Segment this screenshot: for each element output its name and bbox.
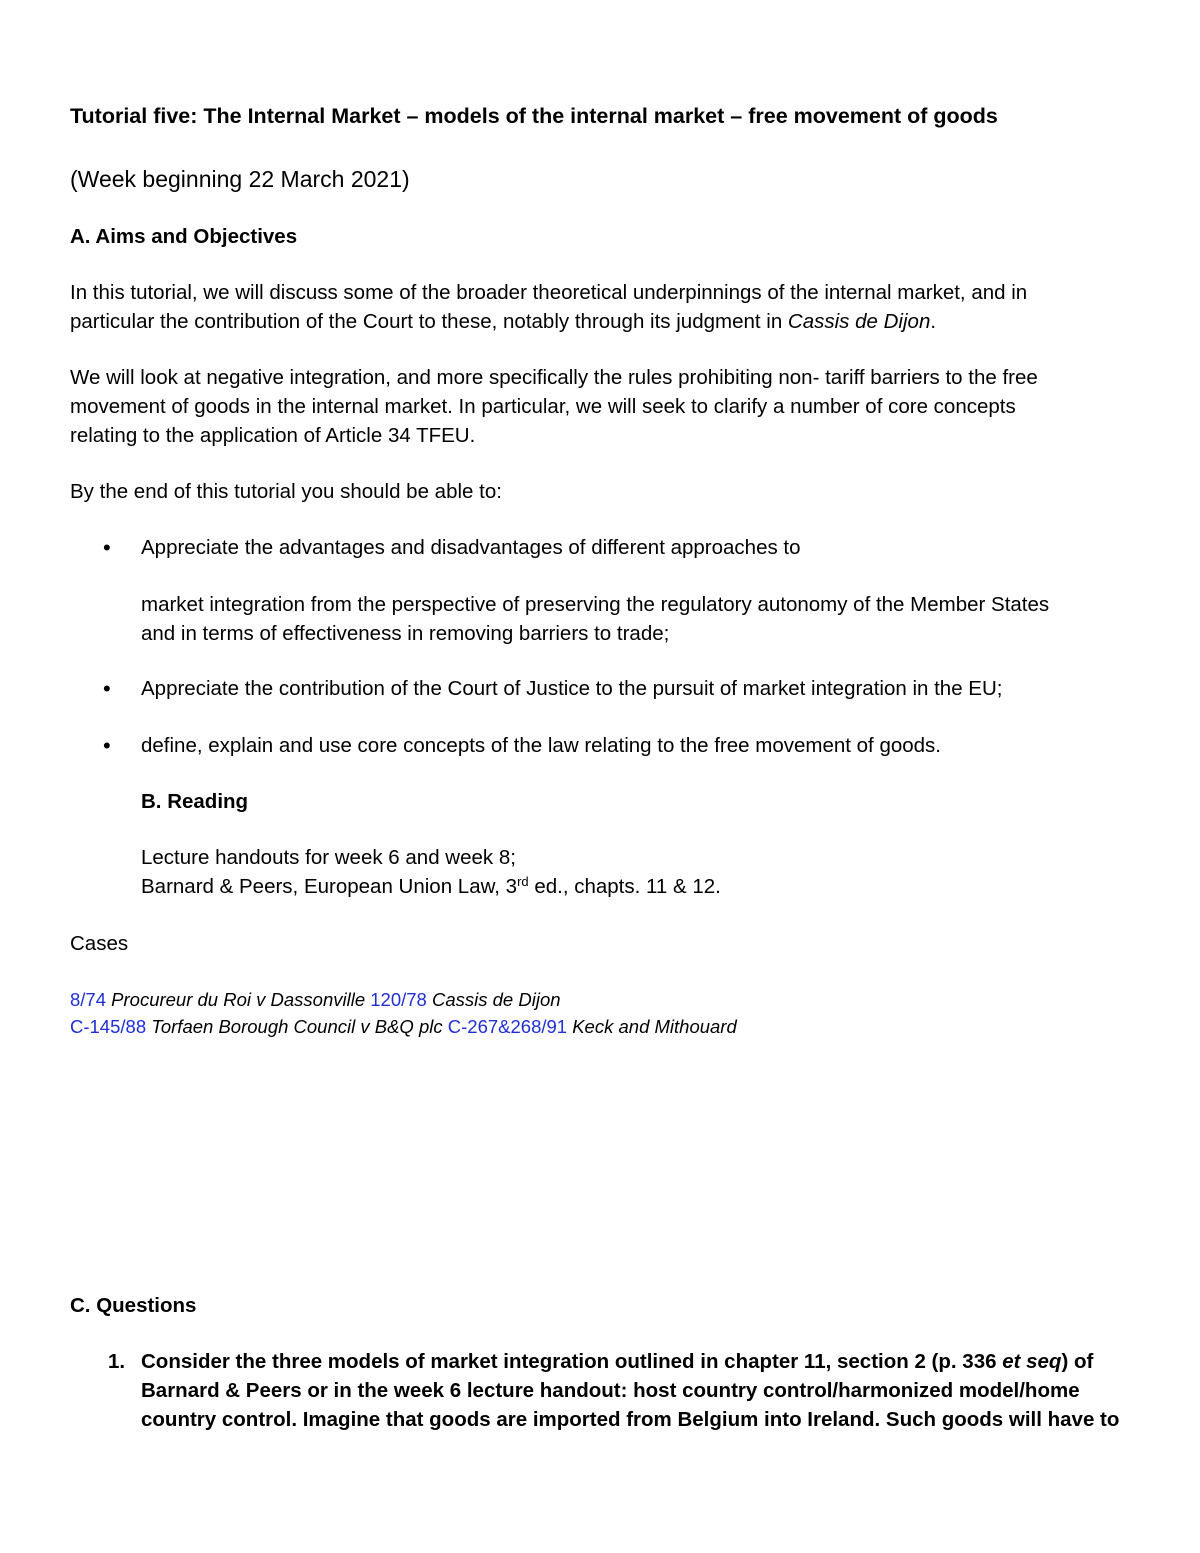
case-reference: Cassis de Dijon <box>787 310 931 333</box>
bullet-item-3: define, explain and use core concepts of the law relating to the free movement of goods. <box>141 734 941 757</box>
paragraph-line: movement of goods in the internal market. In particular, we will seek to clarify a number of core concepts <box>70 395 1016 418</box>
cases-list <box>70 986 1140 1040</box>
question-line: Consider the three models of market integration outlined in chapter 11, section 2 (p. 336 et seq) of <box>141 1350 1094 1373</box>
paragraph-negative-integration <box>70 363 1140 450</box>
case-number: C-145/88 <box>70 1016 147 1037</box>
cases-heading: Cases <box>70 932 129 955</box>
reading-item: Barnard & Peers, European Union Law, 3rd ed., chapts. 11 & 12. <box>141 874 721 898</box>
section-c-heading: C. Questions <box>70 1294 197 1317</box>
bullet-icon: • <box>103 676 111 701</box>
paragraph-line: particular the contribution of the Court to these, notably through its judgment in Cassis de Dijon. <box>70 310 937 333</box>
bullet-item-1: Appreciate the advantages and disadvantages of different approaches to <box>141 536 801 559</box>
case-number: C-267&268/91 <box>447 1016 568 1037</box>
cases-line <box>70 986 1140 1013</box>
bullet-icon: • <box>103 535 111 560</box>
case-number: 8/74 <box>70 989 107 1010</box>
cases-line <box>70 1013 1140 1040</box>
reading-item: Lecture handouts for week 6 and week 8; <box>141 846 516 869</box>
bullet-item-2: Appreciate the contribution of the Court of Justice to the pursuit of market integration in the EU; <box>141 677 1003 700</box>
paragraph-intro <box>70 278 1140 336</box>
section-b-heading: B. Reading <box>141 790 249 813</box>
paragraph-line: We will look at negative integration, and more specifically the rules prohibiting non- tariff barriers to the free <box>70 366 1038 389</box>
week-line: (Week beginning 22 March 2021) <box>70 166 410 192</box>
question-line: country control. Imagine that goods are imported from Belgium into Ireland. Such goods will have to <box>141 1408 1120 1431</box>
section-a-heading: A. Aims and Objectives <box>70 225 298 248</box>
paragraph-line: In this tutorial, we will discuss some of the broader theoretical underpinnings of the internal market, and in <box>70 281 1028 304</box>
page-title: Tutorial five: The Internal Market – models of the internal market – free movement of goods <box>70 104 998 128</box>
case-name: Keck and Mithouard <box>567 1016 737 1037</box>
reading-list <box>141 843 1141 901</box>
bullet-item-1-continuation <box>141 590 1141 648</box>
bullet-icon: • <box>103 733 111 758</box>
objectives-intro: By the end of this tutorial you should be able to: <box>70 480 502 503</box>
question-1 <box>141 1347 1141 1434</box>
case-number: 120/78 <box>370 989 427 1010</box>
paragraph-line: and in terms of effectiveness in removing barriers to trade; <box>141 622 670 645</box>
question-number: 1. <box>108 1350 126 1373</box>
question-line: Barnard & Peers or in the week 6 lecture handout: host country control/harmonized model/home <box>141 1379 1080 1402</box>
paragraph-line: relating to the application of Article 34 TFEU. <box>70 424 476 447</box>
case-name: Cassis de Dijon <box>426 989 561 1010</box>
case-name: Procureur du Roi v Dassonville <box>106 989 371 1010</box>
case-name: Torfaen Borough Council v B&Q plc <box>146 1016 448 1037</box>
paragraph-line: market integration from the perspective of preserving the regulatory autonomy of the Member States <box>141 593 1050 616</box>
